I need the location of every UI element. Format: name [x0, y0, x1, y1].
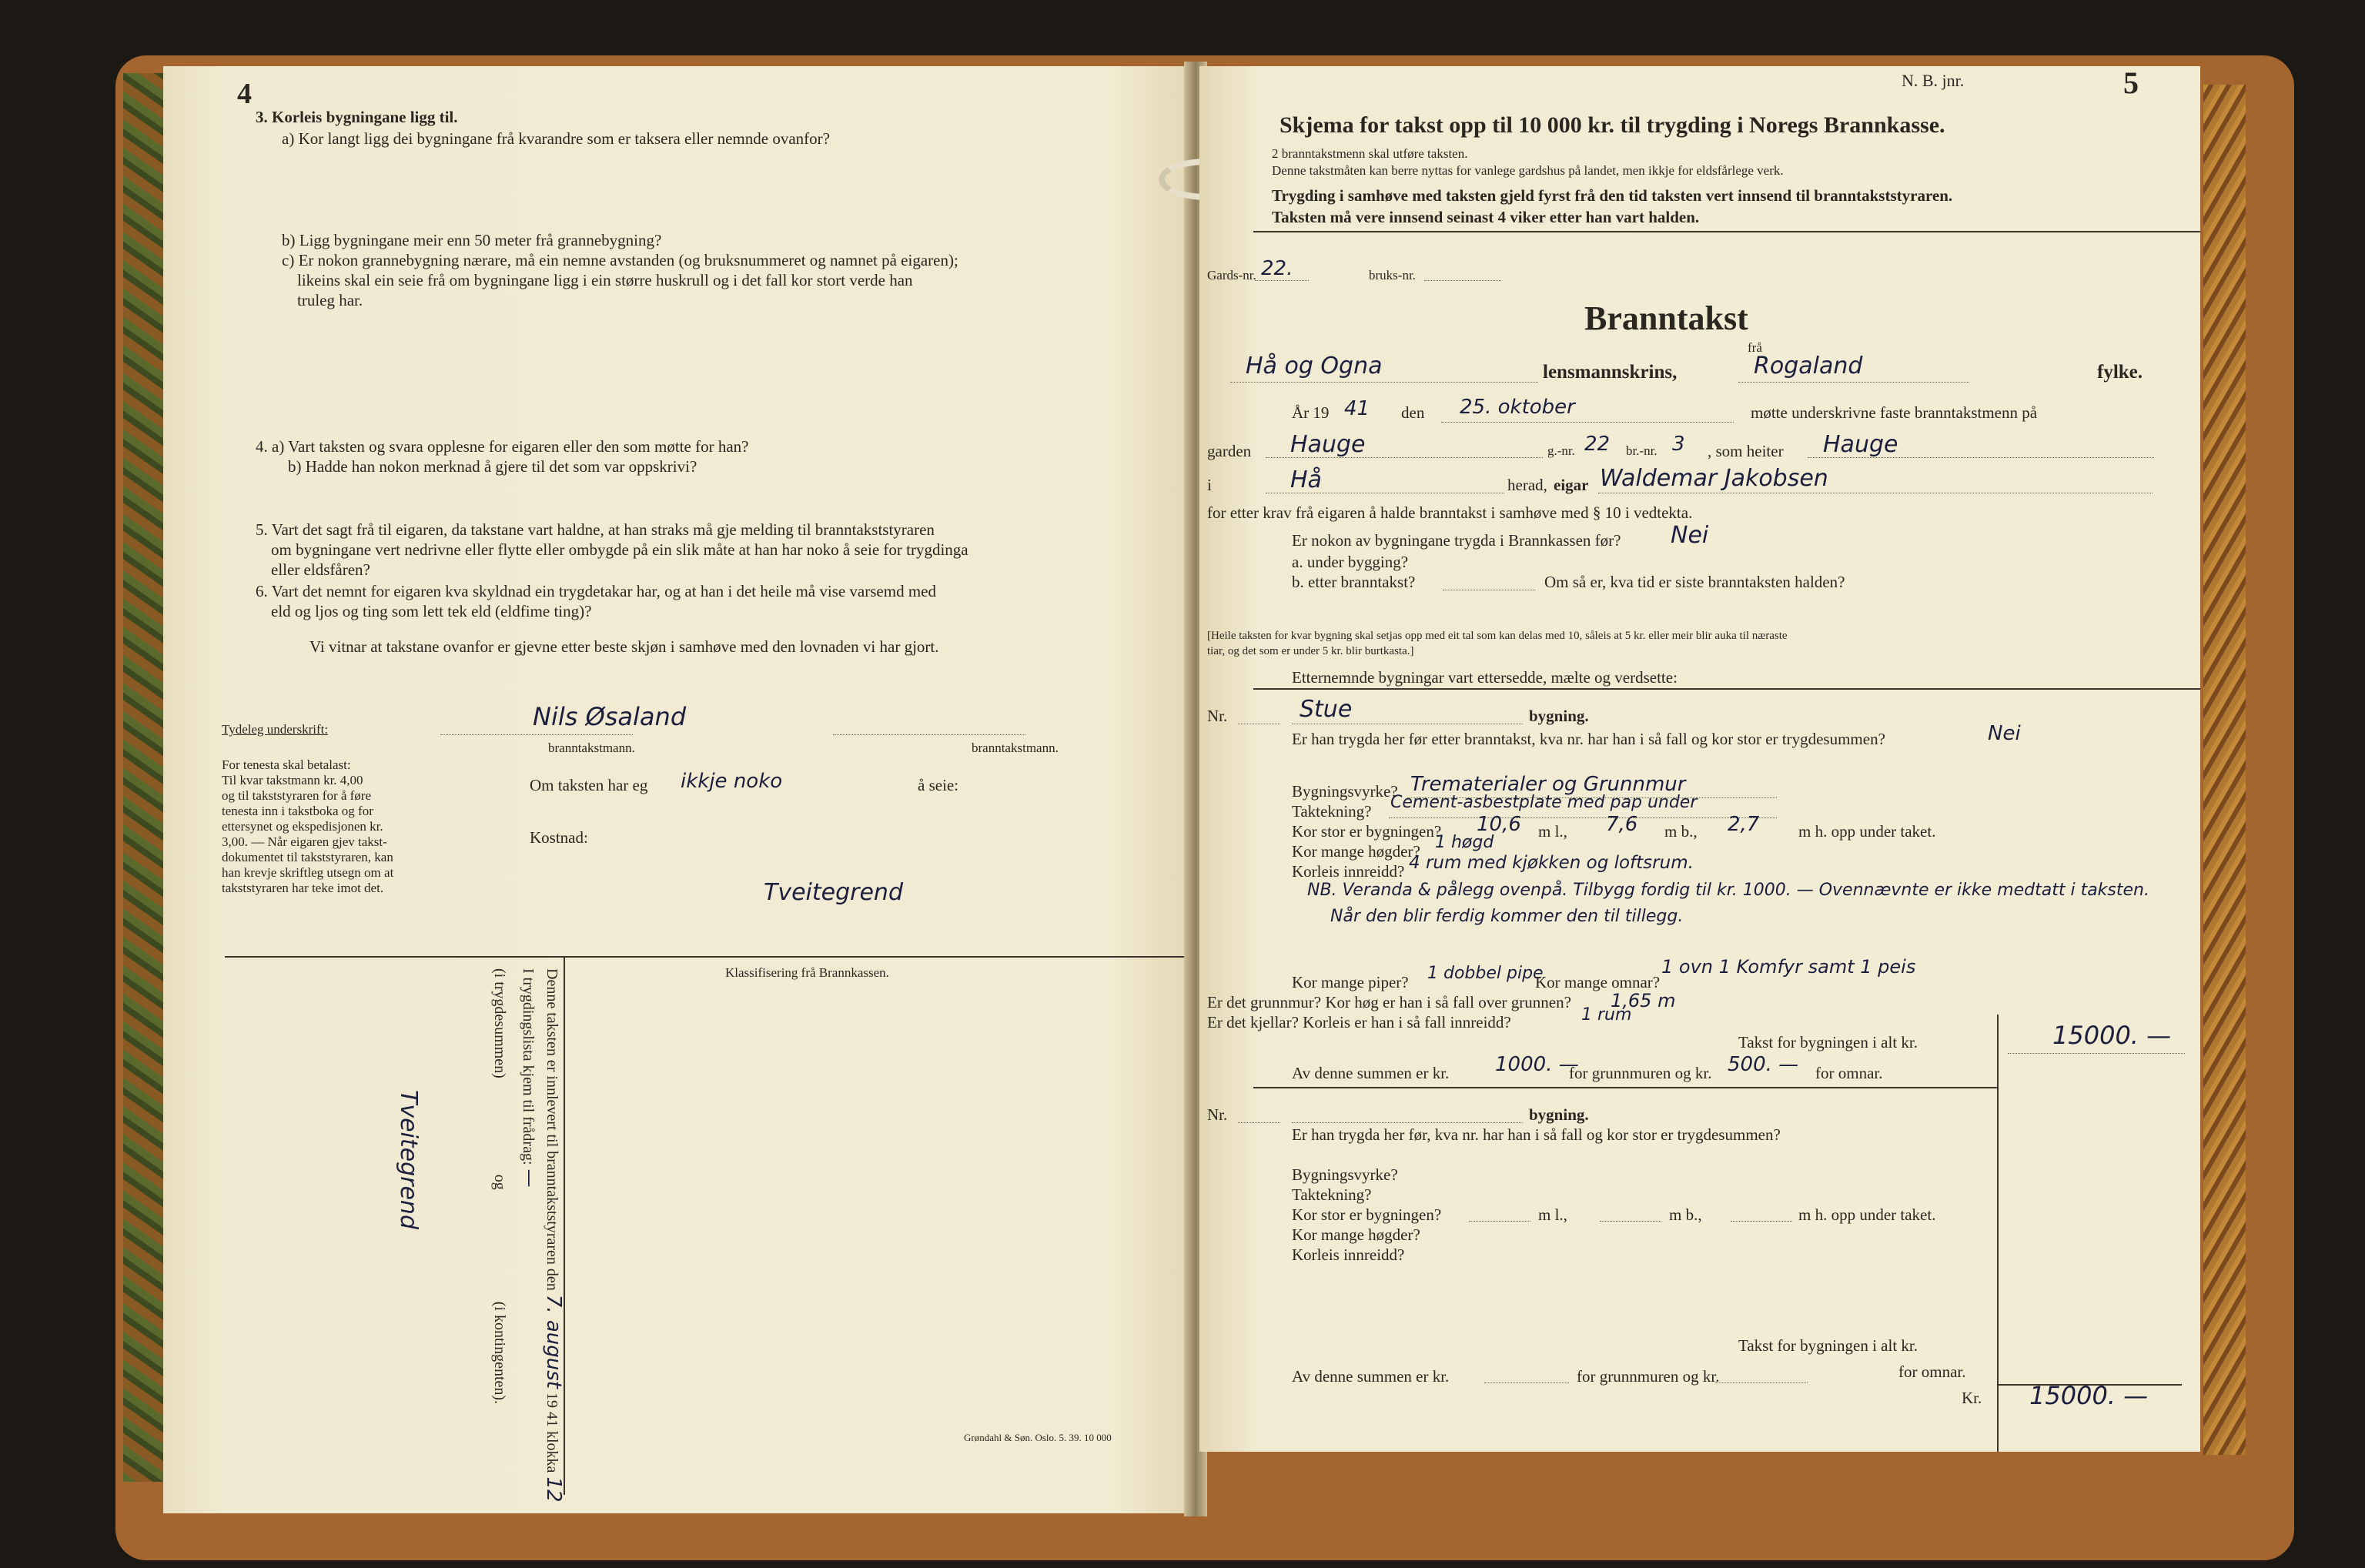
aar-value: 41	[1344, 397, 1370, 420]
etter-branntakst: b. etter branntakst?	[1292, 573, 1416, 591]
tenesta-line: takststyraren har teke imot det.	[222, 881, 384, 895]
q4-a: 4. a) Vart taksten og svara opplesne for eigaren eller den som møtte for han?	[256, 437, 749, 456]
gards-nr-label: Gards-nr.	[1207, 268, 1256, 283]
hogder-label: Kor mange høgder?	[1292, 842, 1420, 861]
kostnad-label: Kostnad:	[530, 828, 588, 847]
grunnmur-value: 1,65 m	[1611, 990, 1676, 1011]
tenesta-line: tenesta inn i takstboka og for	[222, 804, 373, 818]
q3-b: b) Ligg bygningane meir enn 50 meter frå grannebygning?	[282, 231, 662, 249]
om-taksten-answer: ikkje noko	[681, 770, 783, 793]
innlevert-label: Denne taksten er innlevert til branntakststyraren den	[544, 968, 560, 1291]
for-omnar2-label: for omnar.	[1898, 1362, 1966, 1381]
signature-1: Nils Øsaland	[533, 702, 687, 731]
kjellar-value: 1 rum	[1581, 1005, 1632, 1025]
kr-total-value: 15000. —	[2029, 1381, 2149, 1410]
amount-column-rule	[1997, 1015, 1999, 1452]
for-omnar-label: for omnar.	[1815, 1064, 1883, 1082]
piper-value: 1 dobbel pipe	[1427, 964, 1544, 983]
branntakstmann-label-2: branntakstmann.	[972, 741, 1059, 755]
omnar-kr-value: 500. —	[1728, 1053, 1799, 1076]
tenesta-line: dokumentet til takststyraren, kan	[222, 850, 393, 864]
trygda2-question: Er han trygda her før etter branntakst, kva nr. har han i så fall og kor stor er trygdesummen?	[1292, 730, 1885, 748]
nb-jnr-label: N. B. jnr.	[1902, 71, 1965, 90]
trygda-question: Er nokon av bygningane trygda i Brannkassen før?	[1292, 531, 1621, 550]
taktekning-label: Taktekning?	[1292, 802, 1372, 821]
left-page	[163, 66, 1192, 1513]
krav-text: for etter krav frå eigaren å halde branntakst i samhøve med § 10 i vedtekta.	[1207, 503, 1693, 522]
lengde-value: 10,6	[1477, 813, 1521, 836]
hogd-value: 2,7	[1728, 813, 1760, 836]
for-grunnmur2-label: for grunnmuren og kr.	[1577, 1367, 1720, 1386]
kostnad-signature: Tveitegrend	[764, 879, 903, 906]
fradrag-value: —	[519, 1168, 540, 1188]
innlevert-date: 7. august	[542, 1294, 565, 1389]
divider	[1253, 1087, 1997, 1088]
taktekning2-label: Taktekning?	[1292, 1185, 1372, 1204]
fylke-label: fylke.	[2097, 362, 2143, 383]
bygningsvyrke2-label: Bygningsvyrke?	[1292, 1165, 1398, 1184]
bygning-label: bygning.	[1529, 707, 1589, 725]
klokka-label: klokka	[544, 1430, 560, 1473]
kjellar-question: Er det kjellar? Korleis er han i så fall innreidd?	[1207, 1013, 1511, 1031]
ml-label: m l.,	[1538, 822, 1567, 841]
om-taksten-label: Om taksten har eg	[530, 776, 648, 794]
grunnmur-question: Er det grunnmur? Kor høg er han i så fall over grunnen?	[1207, 993, 1571, 1011]
gards-nr-value: 22.	[1261, 257, 1293, 280]
nb-note-2: Når den blir ferdig kommer den til tillegg.	[1330, 907, 1684, 926]
lensmann-value: Hå og Ogna	[1246, 353, 1383, 379]
printer-credit: Grøndahl & Søn. Oslo. 5. 39. 10 000	[964, 1432, 1112, 1443]
eigar-label: eigar	[1554, 476, 1589, 494]
fradrag-label: I trygdingslista kjem til frådrag:	[520, 968, 537, 1165]
rotated-signature: Tveitegrend	[395, 1090, 422, 1229]
innlevert-hour: 12	[542, 1476, 565, 1503]
marbled-edge-left	[123, 73, 169, 1482]
garden-label: garden	[1207, 442, 1252, 460]
mh2-label: m h. opp under taket.	[1798, 1205, 1936, 1224]
trygda-answer: Nei	[1671, 522, 1709, 549]
tenesta-line: ettersynet og ekspedisjonen kr.	[222, 819, 383, 834]
fylke-value: Rogaland	[1754, 353, 1863, 379]
form-subtitle-2: Denne takstmåten kan berre nyttas for vanlege gardshus på landet, men ikkje for eldsfårlege verk.	[1272, 163, 1784, 178]
date-value: 25. oktober	[1460, 396, 1575, 419]
omnar-label: Kor mange omnar?	[1535, 973, 1661, 991]
som-heiter-label: , som heiter	[1708, 442, 1784, 460]
tenesta-line: 3,00. — Når eigaren gjev takst-	[222, 834, 387, 849]
i-label: i	[1207, 476, 1212, 494]
trygda2-answer: Nei	[1988, 722, 2021, 745]
mh-label: m h. opp under taket.	[1798, 822, 1936, 841]
piper-label: Kor mange piper?	[1292, 973, 1409, 991]
takst-value: 15000. —	[2052, 1021, 2172, 1050]
q3-title: 3. Korleis bygningane ligg til.	[256, 108, 458, 126]
divider	[1253, 688, 2200, 690]
form-notice-1: Trygding i samhøve med taksten gjeld fyrst frå den tid taksten vert innsend til branntakststyraren.	[1272, 186, 1953, 205]
branntakst-heading: Branntakst	[1584, 299, 1748, 337]
form-title: Skjema for takst opp til 10 000 kr. til trygding i Noregs Brannkasse.	[1280, 112, 1945, 138]
form-notice-2: Taksten må vere innsend seinast 4 viker etter han vart halden.	[1272, 208, 1700, 226]
nb-note-1: NB. Veranda & pålegg ovenpå. Tilbygg fordig til kr. 1000. — Ovennævnte er ikke medtatt i taksten.	[1307, 881, 2149, 900]
mb-label: m b.,	[1664, 822, 1698, 841]
vitnar-statement: Vi vitnar at takstane ovanfor er gjevne etter beste skjøn i samhøve med den lovnaden vi har gjort.	[309, 637, 939, 656]
bygning-value: Stue	[1300, 696, 1353, 723]
grunnmur-kr-value: 1000. —	[1495, 1053, 1579, 1076]
bygning2-label: bygning.	[1529, 1105, 1589, 1124]
breidde-value: 7,6	[1606, 813, 1638, 836]
under-bygging: a. under bygging?	[1292, 553, 1409, 571]
trygdesummen-label: (i trygdesummen)	[491, 968, 508, 1078]
marbled-edge-right	[2203, 85, 2246, 1455]
mb2-label: m b.,	[1669, 1205, 1702, 1224]
av-denne2-label: Av denne summen er kr.	[1292, 1367, 1450, 1386]
tydeleg-label: Tydeleg underskrift:	[222, 722, 329, 737]
innreidd2-label: Korleis innreidd?	[1292, 1245, 1405, 1264]
heiter-value: Hauge	[1823, 431, 1898, 458]
omnar-value: 1 ovn 1 Komfyr samt 1 peis	[1661, 956, 1916, 978]
tenesta-line: han krevje skriftleg utsegn om at	[222, 865, 394, 880]
av-denne-label: Av denne summen er kr.	[1292, 1064, 1450, 1082]
gnr-value: 22	[1584, 433, 1611, 456]
gnr-label: g.-nr.	[1547, 443, 1575, 458]
taktekning-value: Cement-asbestplate med pap under	[1390, 793, 1698, 812]
kor-stor-label: Kor stor er bygningen?	[1292, 822, 1442, 841]
kor-stor2-label: Kor stor er bygningen?	[1292, 1205, 1442, 1224]
branntakstmann-label-1: branntakstmann.	[548, 741, 635, 755]
takst-label: Takst for bygningen i alt kr.	[1738, 1033, 1918, 1051]
etternemnde-text: Etternemnde bygningar vart ettersedde, mælte og verdsette:	[1292, 668, 1678, 687]
q3-a: a) Kor langt ligg dei bygningane frå kvarandre som er taksera eller nemnde ovanfor?	[282, 129, 830, 148]
klassifisering-label: Klassifisering frå Brannkassen.	[725, 965, 889, 980]
heile-note-1: [Heile taksten for kvar bygning skal setjas opp med eit tal som kan delas med 10, såleis at 5 kr. eller meir blir auka til næraste	[1207, 630, 1788, 642]
fraa-label: frå	[1748, 340, 1762, 355]
aar-label: År 19	[1292, 403, 1330, 422]
nr-label: Nr.	[1207, 707, 1228, 725]
tenesta-line: For tenesta skal betalast:	[222, 757, 351, 772]
divider	[225, 956, 1192, 958]
q6-l2: eld og ljos og ting som lett tek eld (eldfime ting)?	[271, 602, 592, 620]
trygdesummen-text	[490, 968, 508, 1404]
bruks-nr-label: bruks-nr.	[1369, 268, 1416, 283]
form-subtitle-1: 2 branntakstmenn skal utføre taksten.	[1272, 146, 1468, 161]
right-page	[1199, 66, 2200, 1452]
q3-c2: likeins skal ein seie frå om bygningane ligg i ein større huskrull og i det fall kor stort verde han	[297, 271, 913, 289]
garden-value: Hauge	[1290, 431, 1366, 458]
takst2-label: Takst for bygningen i alt kr.	[1738, 1336, 1918, 1355]
trygda3-question: Er han trygda her før, kva nr. har han i så fall og kor stor er trygdesummen?	[1292, 1125, 1781, 1144]
page-number-right: 5	[2123, 66, 2139, 100]
ml2-label: m l.,	[1538, 1205, 1567, 1224]
motte-text: møtte underskrivne faste branntakstmenn på	[1751, 403, 2038, 422]
den-label: den	[1401, 403, 1425, 422]
for-grunnmur-label: for grunnmuren og kr.	[1569, 1064, 1712, 1082]
heile-note-2: tiar, og det som er under 5 kr. blir burtkasta.]	[1207, 645, 1414, 657]
page-number-left: 4	[237, 78, 252, 110]
bygningsvyrke-value: Trematerialer og Grunnmur	[1410, 773, 1686, 796]
brnr-label: br.-nr.	[1626, 443, 1658, 458]
divider	[1253, 231, 2200, 232]
q4-b: b) Hadde han nokon merknad å gjere til det som var oppskrivi?	[288, 457, 697, 476]
kontingenten-label: (i kontingenten).	[491, 1301, 508, 1405]
hogder2-label: Kor mange høgder?	[1292, 1225, 1420, 1244]
q3-c1: c) Er nokon grannebygning nærare, må ein nemne avstanden (og bruksnummeret og namnet på eigaren);	[282, 251, 958, 269]
herad-label: herad,	[1507, 476, 1547, 494]
om-saa-question: Om så er, kva tid er siste branntaksten halden?	[1544, 573, 1845, 591]
innreidd-label: Korleis innreidd?	[1292, 862, 1405, 881]
herad-value: Hå	[1290, 466, 1322, 493]
aa-seie-label: å seie:	[918, 776, 959, 794]
brnr-value: 3	[1672, 433, 1685, 456]
innreidd-value: 4 rum med kjøkken og loftsrum.	[1409, 853, 1694, 873]
q5-l1: 5. Vart det sagt frå til eigaren, da takstane vart haldne, at han straks må gje melding til branntakststyraren	[256, 520, 935, 539]
tenesta-line: Til kvar takstmann kr. 4,00	[222, 773, 363, 787]
nr2-label: Nr.	[1207, 1105, 1228, 1124]
q6-l1: 6. Vart det nemnt for eigaren kva skyldnad ein trygdetakar har, og at han i det heile må vise varsemd med	[256, 582, 936, 600]
innlevert-year: 19 41	[544, 1392, 560, 1427]
og-label: og	[491, 1174, 508, 1190]
kr-total-label: Kr.	[1962, 1389, 1982, 1407]
lensmann-label: lensmannskrins,	[1543, 362, 1678, 383]
q5-l3: eller eldsfåren?	[271, 560, 370, 579]
q3-c3: truleg har.	[297, 291, 363, 309]
bygningsvyrke-label: Bygningsvyrke?	[1292, 782, 1398, 801]
hogder-value: 1 høgd	[1435, 833, 1494, 852]
q5-l2: om bygningane vert nedrivne eller flytte eller ombygde på ein slik måte at han har noko å seie for trygdinga	[271, 540, 968, 559]
eigar-value: Waldemar Jakobsen	[1600, 465, 1828, 492]
fradrag-text	[519, 968, 540, 1188]
tenesta-line: og til takststyraren for å føre	[222, 788, 372, 803]
innlevert-text	[542, 968, 565, 1503]
